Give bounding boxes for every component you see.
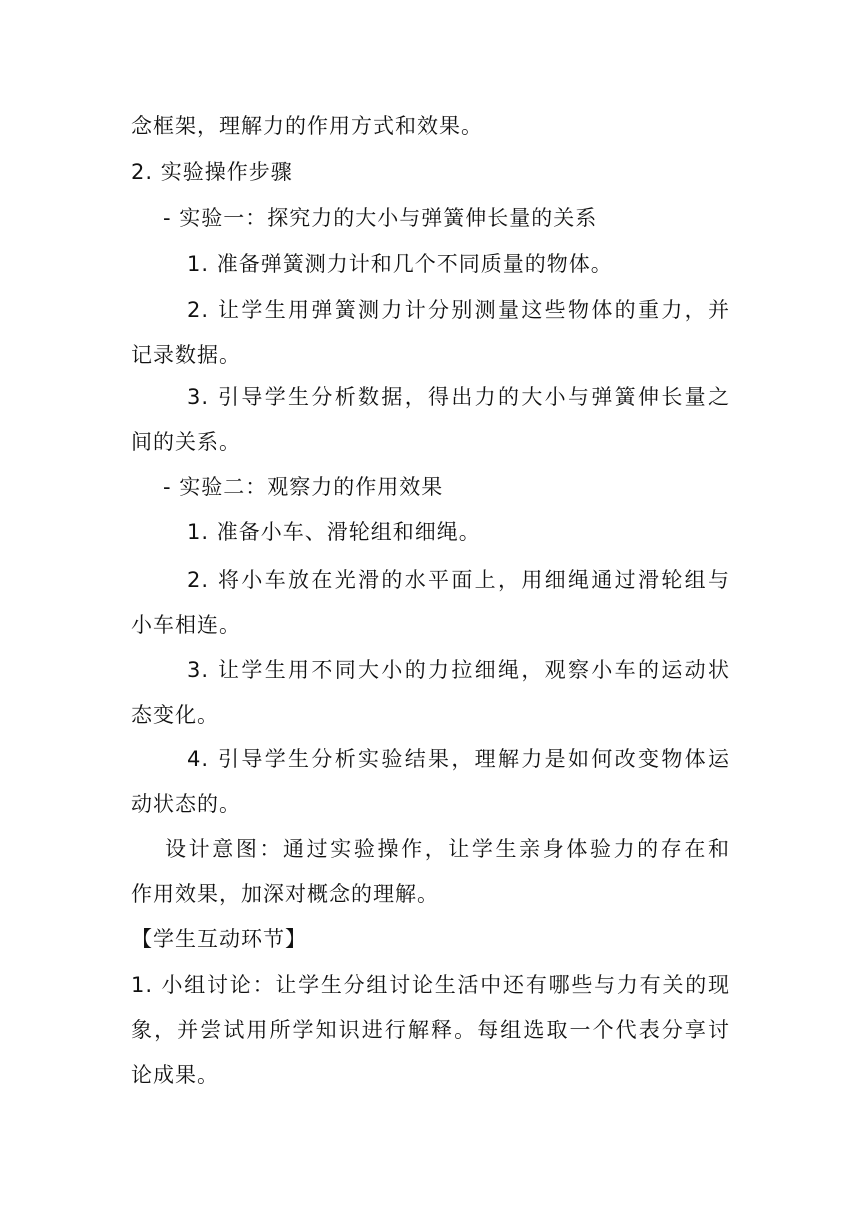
text-line: 记录数据。 bbox=[131, 343, 241, 367]
section-title: 【学生互动环节】 bbox=[131, 927, 307, 951]
section-heading: 2. 实验操作步骤 bbox=[131, 160, 293, 184]
step-line: 2. 让学生用弹簧测力计分别测量这些物体的重力，并 bbox=[187, 298, 730, 322]
step-line: 1. 准备小车、滑轮组和细绳。 bbox=[187, 520, 481, 544]
step-line: 3. 引导学生分析数据，得出力的大小与弹簧伸长量之 bbox=[187, 385, 730, 409]
text-line: 念框架，理解力的作用方式和效果。 bbox=[131, 114, 483, 138]
experiment-heading: - 实验二：观察力的作用效果 bbox=[163, 475, 444, 499]
text-line: 动状态的。 bbox=[131, 792, 241, 816]
text-line: 作用效果，加深对概念的理解。 bbox=[131, 882, 439, 906]
step-line: 4. 引导学生分析实验结果，理解力是如何改变物体运 bbox=[187, 747, 730, 771]
text-line: 论成果。 bbox=[131, 1063, 219, 1087]
step-line: 3. 让学生用不同大小的力拉细绳，观察小车的运动状 bbox=[187, 658, 730, 682]
discussion-line: 1. 小组讨论：让学生分组讨论生活中还有哪些与力有关的现 bbox=[131, 973, 730, 997]
text-line: 象，并尝试用所学知识进行解释。每组选取一个代表分享讨 bbox=[131, 1018, 730, 1042]
step-line: 1. 准备弹簧测力计和几个不同质量的物体。 bbox=[187, 252, 613, 276]
step-line: 2. 将小车放在光滑的水平面上，用细绳通过滑轮组与 bbox=[187, 568, 730, 592]
design-intent-line: 设计意图：通过实验操作，让学生亲身体验力的存在和 bbox=[165, 837, 730, 861]
experiment-heading: - 实验一：探究力的大小与弹簧伸长量的关系 bbox=[163, 206, 598, 230]
text-line: 态变化。 bbox=[131, 703, 219, 727]
text-line: 间的关系。 bbox=[131, 430, 241, 454]
text-line: 小车相连。 bbox=[131, 613, 241, 637]
